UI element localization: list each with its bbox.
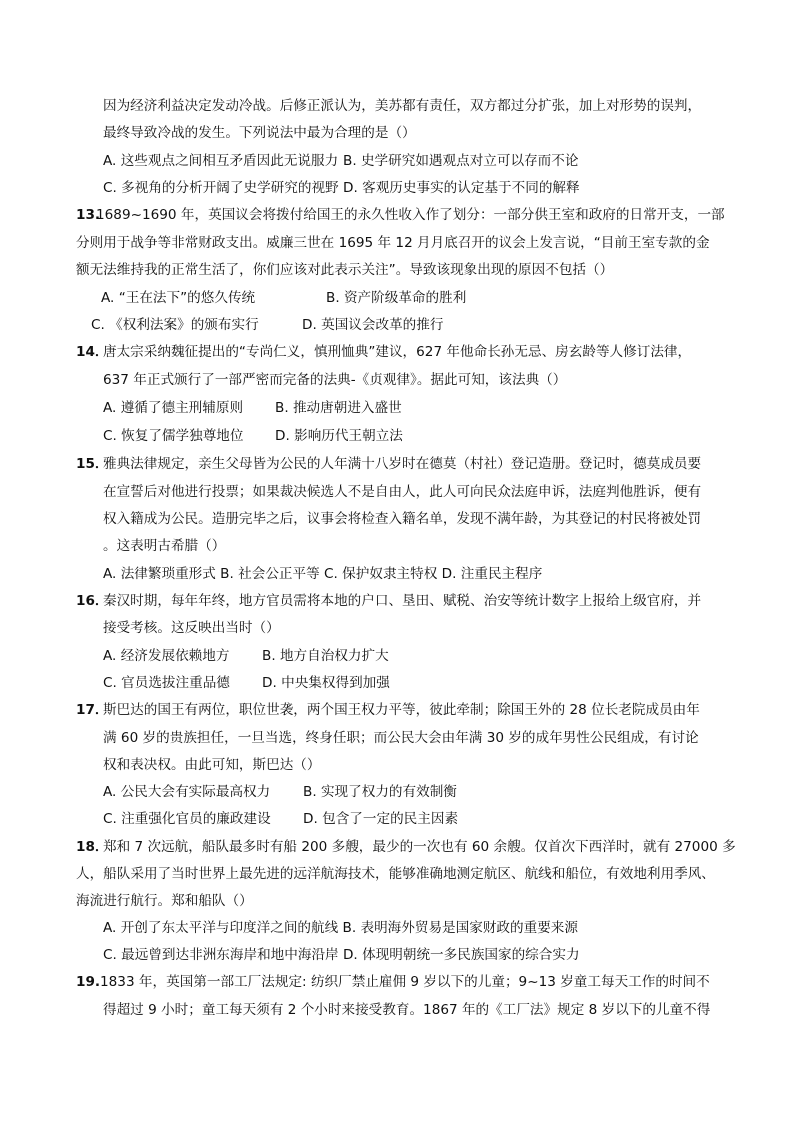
q16-option-c: C. 官员选拔注重品德 [103,675,230,691]
q19-text-line-1: 1833 年，英国第一部工厂法规定: 纺织厂禁止雇佣 9 岁以下的儿童；9~13 岁童工每天工作的时间不 [100,974,710,990]
q17-option-a: A. 公民大会有实际最高权力 [103,784,271,800]
q14-text-line-1: 唐太宗采纳魏征提出的“专尚仁义，慎刑恤典”建议，627 年他命长孙无忌、房玄龄等人修订法律， [103,344,692,360]
q17-option-b: B. 实现了权力的有效制衡 [303,784,457,800]
q19-text-line-2: 得超过 9 小时；童工每天须有 2 个小时来接受教育。1867 年的《工厂法》规定 8 岁以下的儿童不得 [103,1002,711,1018]
q13-option-d: D. 英国议会改革的推行 [302,317,444,333]
q16-text-line-2: 接受考核。这反映出当时（） [103,620,280,636]
q16-option-d: D. 中央集权得到加强 [262,675,390,691]
q12-option-a: A. 这些观点之间相互矛盾因此无说服力 [103,153,339,169]
q15-text-line-1: 雅典法律规定，亲生父母皆为公民的人年满十八岁时在德莫（村社）登记造册。登记时，德莫成员要 [103,456,702,472]
q12-text-line-1: 因为经济利益决定发动冷战。后修正派认为，美苏都有责任，双方都过分扩张，加上对形势的误判， [103,98,702,114]
q13-option-c: C. 《权利法案》的颁布实行 [91,317,259,333]
q14-option-b: B. 推动唐朝进入盛世 [275,400,402,416]
q12-option-c: C. 多视角的分析开阔了史学研究的视野 [103,180,339,196]
q16-option-b: B. 地方自治权力扩大 [262,648,389,664]
q15-number: 15． [76,456,109,472]
q18-text-line-1: 郑和 7 次远航，船队最多时有船 200 多艘，最少的一次也有 60 余艘。仅首次下西洋时，就有 27000 多 [103,839,736,855]
q14-option-a: A. 遵循了德主刑辅原则 [103,400,244,416]
q14-option-d: D. 影响历代王朝立法 [275,428,403,444]
q13-option-b: B. 资产阶级革命的胜利 [326,290,467,306]
q17-option-c: C. 注重强化官员的廉政建设 [103,811,271,827]
q18-text-line-3: 海流进行航行。郑和船队（） [76,893,253,909]
q17-text-line-2: 满 60 岁的贵族担任，一旦当选，终身任职；而公民大会由年满 30 岁的成年男性公民组成，有讨论 [103,730,699,746]
q18-text-line-2: 人，船队采用了当时世界上最先进的远洋航海技术，能够准确地测定航区、航线和船位，有效地利用季风、 [76,866,715,882]
q15-text-line-3: 权入籍成为公民。造册完毕之后，议事会将检查入籍名单，发现不满年龄，为其登记的村民将被处罚 [103,511,702,527]
q18-options-ab: A. 开创了东太平洋与印度洋之间的航线 B. 表明海外贸易是国家财政的重要来源 [103,920,578,936]
q13-text-line-2: 分则用于战争等非常财政支出。威廉三世在 1695 年 12 月月底召开的议会上发言说，“目前王室专款的金 [76,235,710,251]
q15-text-line-2: 在宣誓后对他进行投票；如果裁决候选人不是自由人，此人可向民众法庭申诉，法庭判他胜诉，便有 [103,484,702,500]
q15-options: A. 法律繁琐重形式 B. 社会公正平等 C. 保护奴隶主特权 D. 注重民主程序 [103,566,543,582]
q13-number: 13. [76,207,101,223]
q14-text-line-2: 637 年正式颁行了一部严密而完备的法典-《贞观律》。据此可知，该法典（） [103,372,567,388]
q16-text-line-1: 秦汉时期，每年年终，地方官员需将本地的户口、垦田、赋税、治安等统计数字上报给上级官府，并 [103,593,702,609]
q12-option-d: D. 客观历史事实的认定基于不同的解释 [343,180,580,196]
q13-option-a: A. “王在法下”的悠久传统 [101,290,256,306]
q16-number: 16． [76,593,109,609]
q17-text-line-3: 权和表决权。由此可知，斯巴达（） [103,757,321,773]
q12-option-b: B. 史学研究如遇观点对立可以存而不论 [343,153,579,169]
q14-number: 14． [76,344,109,360]
q15-text-line-4: 。这表明古希腊（） [103,538,226,554]
q17-option-d: D. 包含了一定的民主因素 [303,811,459,827]
q13-text-line-3: 额无法维持我的正常生活了，你们应该对此表示关注”。导致该现象出现的原因不包括（） [76,262,614,278]
q12-text-line-2: 最终导致冷战的发生。下列说法中最为合理的是（） [103,125,416,141]
q16-option-a: A. 经济发展依赖地方 [103,648,230,664]
q17-number: 17． [76,702,109,718]
q18-options-cd: C. 最远曾到达非洲东海岸和地中海沿岸 D. 体现明朝统一多民族国家的综合实力 [103,947,580,963]
q14-option-c: C. 恢复了儒学独尊地位 [103,428,244,444]
q13-text-line-1: 1689~1690 年，英国议会将拨付给国王的永久性收入作了划分：一部分供王室和政府的日常开支，一部 [96,207,725,223]
q17-text-line-1: 斯巴达的国王有两位，职位世袭，两个国王权力平等，彼此牵制；除国王外的 28 位长老院成员由年 [103,702,700,718]
q19-number: 19. [76,974,101,990]
q18-number: 18． [76,839,109,855]
